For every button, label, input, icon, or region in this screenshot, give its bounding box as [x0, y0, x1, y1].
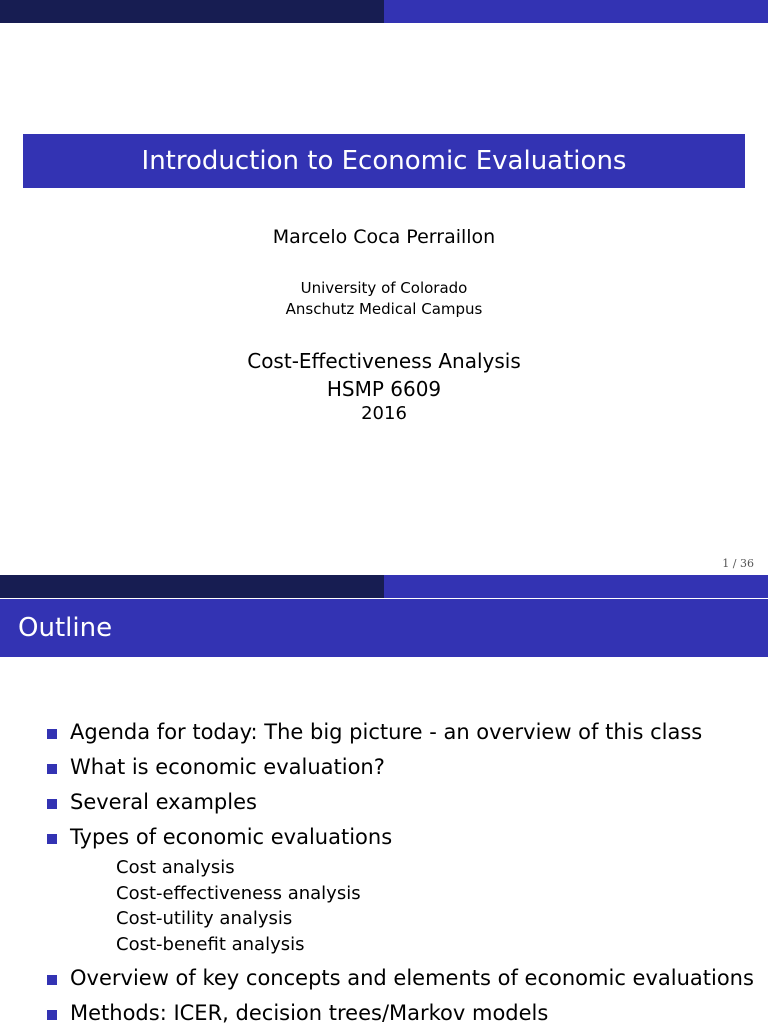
- list-item-label: Types of economic evaluations: [70, 825, 393, 849]
- list-item: [0, 715, 768, 750]
- frame-title-bar: [0, 599, 768, 657]
- institution-line-2: Anschutz Medical Campus: [285, 300, 483, 318]
- sub-list: [70, 855, 768, 957]
- presentation-year: 2016: [361, 403, 407, 424]
- header-bar: [0, 0, 768, 23]
- square-bullet-icon: [47, 729, 57, 739]
- sub-list-item: Cost analysis: [116, 857, 235, 878]
- presentation-title: Introduction to Economic Evaluations: [141, 146, 627, 176]
- course-code: HSMP 6609: [326, 377, 442, 401]
- list-item-label: What is economic evaluation?: [70, 755, 385, 779]
- list-item-label: Overview of key concepts and elements of economic evaluations: [70, 966, 754, 990]
- square-bullet-icon: [47, 764, 57, 774]
- institution-line-1: University of Colorado: [300, 279, 468, 297]
- header-bar-dark-segment: [0, 0, 384, 23]
- square-bullet-icon: [47, 1010, 57, 1020]
- header-bar-dark-segment: [0, 575, 384, 598]
- list-item-label: Agenda for today: The big picture - an overview of this class: [70, 720, 703, 744]
- header-bar-blue-segment: [384, 575, 768, 598]
- list-item: [0, 785, 768, 820]
- course-info: [0, 347, 768, 403]
- institution: [0, 278, 768, 320]
- list-item-label: Methods: ICER, decision trees/Markov models: [70, 1001, 549, 1024]
- outline-slide: [0, 575, 768, 1024]
- square-bullet-icon: [47, 975, 57, 985]
- list-item: [0, 961, 768, 996]
- outline-list: [0, 715, 768, 1024]
- list-item: [0, 820, 768, 957]
- header-bar: [0, 575, 768, 598]
- square-bullet-icon: [47, 799, 57, 809]
- list-item-label: Several examples: [70, 790, 257, 814]
- author-name: Marcelo Coca Perraillon: [272, 226, 496, 248]
- list-item: [0, 750, 768, 785]
- square-bullet-icon: [47, 834, 57, 844]
- sub-list-item: Cost-effectiveness analysis: [116, 882, 361, 904]
- page-number: 1 / 36: [722, 557, 754, 570]
- course-name: Cost-Effectiveness Analysis: [247, 349, 521, 373]
- sub-list-item: Cost-utility analysis: [116, 908, 293, 929]
- header-bar-blue-segment: [384, 0, 768, 23]
- frame-title: Outline: [18, 613, 113, 643]
- sub-list-item: Cost-benefit analysis: [116, 933, 305, 955]
- presentation-title-box: [23, 134, 745, 188]
- list-item: [0, 996, 768, 1024]
